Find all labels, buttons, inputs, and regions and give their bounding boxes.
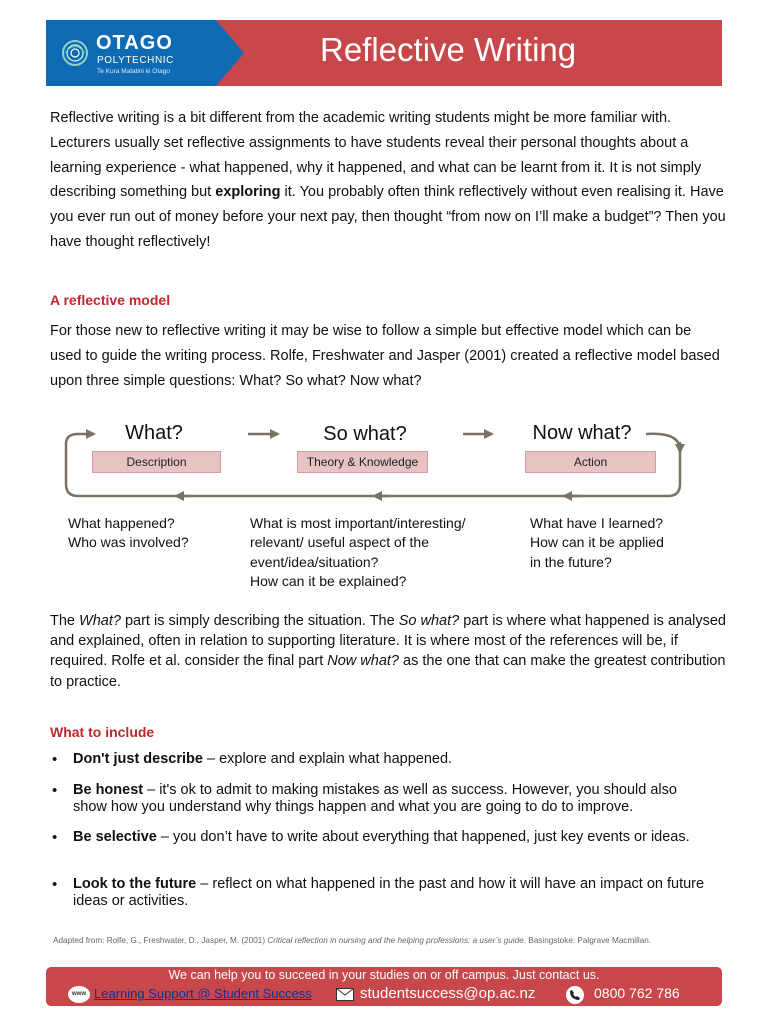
phone-number[interactable]: 0800 762 786 xyxy=(594,985,680,1001)
logo-otago-text: OTAGO xyxy=(96,32,173,54)
logo-maori-text: Te Kura Matatini ki Otago xyxy=(97,68,170,75)
intro-text-part1: Reflective writing is a bit different from the academic writing students might be more familiar with. Lecturers usually set reflective assignments to have students reveal their personal thoughts about a learning experience - what happened, why it happened, and what can be learnt from it. It is not simply describing something but xyxy=(50,110,702,201)
sowhat-question-1: What is most important/interesting/ xyxy=(250,515,466,531)
explanation-text-1: The xyxy=(50,613,80,629)
list-item-bold: Be honest xyxy=(73,782,144,798)
otago-polytechnic-logo[interactable] xyxy=(46,20,216,86)
stage-nowwhat-label: Action xyxy=(525,451,656,473)
list-item-text: – you don’t have to write about everything that happened, just key events or ideas. xyxy=(156,829,690,845)
explanation-text-4: as the one that can make the greatest contribution to practice. xyxy=(50,653,726,690)
header-banner xyxy=(46,20,722,86)
footnote-title: Critical reflection in nursing and the helping professions: a user’s guide xyxy=(267,936,524,945)
bullet-dot: • xyxy=(52,751,58,768)
explanation-text-3: part is where what happened is analysed and explained, often in relation to supporting literature. It is where most of the references will be, if required. Rolfe et al. consider the final part xyxy=(50,613,726,670)
nowwhat-questions xyxy=(530,514,720,572)
what-to-include-heading: What to include xyxy=(50,724,155,740)
list-item xyxy=(52,829,712,846)
learning-support-link[interactable]: Learning Support @ Student Success xyxy=(94,986,312,1001)
stage-what-title: What? xyxy=(125,422,183,444)
logo-chevron xyxy=(216,20,244,86)
bullet-dot: • xyxy=(52,829,58,846)
footnote-suffix: . Basingstoke: Palgrave Macmillan. xyxy=(523,936,652,945)
stage-sowhat-label: Theory & Knowledge xyxy=(297,451,428,473)
page-title: Reflective Writing xyxy=(320,31,577,68)
www-globe-icon: www xyxy=(68,986,90,1003)
stage-sowhat-title: So what? xyxy=(323,423,407,445)
sowhat-question-4: How can it be explained? xyxy=(250,572,407,589)
nowwhat-question-1: What have I learned? xyxy=(530,515,664,531)
explanation-italic-nowwhat: Now what? xyxy=(327,653,399,670)
stage-what-label: Description xyxy=(92,451,221,473)
list-item xyxy=(52,751,712,768)
contact-footer xyxy=(46,967,722,1006)
intro-bold-word: exploring xyxy=(215,184,281,201)
list-item-text: – it's ok to admit to making mistakes as well as success. However, you should also show how you understand why things happen and what you are going to do to improve. xyxy=(73,782,677,815)
reflective-model-paragraph: For those new to reflective writing it may be wise to follow a simple but effective model which can be used to guide the writing process. Rolfe, Freshwater and Jasper (2001) created a reflective model based upon three simple questions: What? So what? Now what? xyxy=(50,323,720,389)
sowhat-question-3: event/idea/situation? xyxy=(250,553,379,570)
logo-polytechnic-text: POLYTECHNIC xyxy=(97,55,174,66)
explanation-italic-what: What? xyxy=(79,613,121,629)
sowhat-question-2: relevant/ useful aspect of the xyxy=(250,534,429,551)
explanation-paragraph xyxy=(50,611,726,692)
footnote-prefix: Adapted from: Rolfe, G., Freshwater, D., Jasper, M. (2001) xyxy=(53,936,268,945)
stage-nowwhat-title: Now what? xyxy=(532,422,632,444)
sowhat-questions xyxy=(250,514,510,591)
what-question-1: What happened? xyxy=(68,515,175,531)
list-item xyxy=(52,782,712,816)
list-item-text: – explore and explain what happened. xyxy=(202,751,453,767)
reflective-model-diagram xyxy=(58,408,698,512)
citation-footnote xyxy=(53,935,723,947)
intro-text-part2: it. You probably often think reflectively without even realising it. Have you ever run out of money before your next pay, then thought “from now on I’ll make a budget”? Then you have thought reflectively! xyxy=(50,184,726,250)
what-question-2: Who was involved? xyxy=(68,534,189,551)
phone-icon xyxy=(566,986,584,1004)
list-item xyxy=(52,876,712,910)
footer-contact-row xyxy=(68,986,708,1004)
bullet-dot: • xyxy=(52,782,58,799)
list-item-bold: Don't just describe xyxy=(73,751,203,767)
logo-swirl-icon xyxy=(60,32,90,74)
intro-paragraph xyxy=(50,106,726,255)
explanation-italic-sowhat: So what? xyxy=(398,613,460,629)
nowwhat-question-3: in the future? xyxy=(530,553,612,570)
list-item-text: – reflect on what happened in the past and how it will have an impact on future ideas or activities. xyxy=(73,876,705,909)
email-link[interactable]: studentsuccess@op.ac.nz xyxy=(360,985,536,1002)
envelope-icon xyxy=(336,988,354,1001)
list-item-bold: Be selective xyxy=(73,829,157,845)
list-item-bold: Look to the future xyxy=(73,876,197,892)
nowwhat-question-2: How can it be applied xyxy=(530,534,664,551)
reflective-model-heading: A reflective model xyxy=(50,292,171,308)
footer-tagline: We can help you to succeed in your studies on or off campus. Just contact us. xyxy=(168,968,600,982)
bullet-dot: • xyxy=(52,876,58,893)
what-questions xyxy=(68,514,238,553)
explanation-text-2: part is simply describing the situation. The xyxy=(120,613,399,629)
